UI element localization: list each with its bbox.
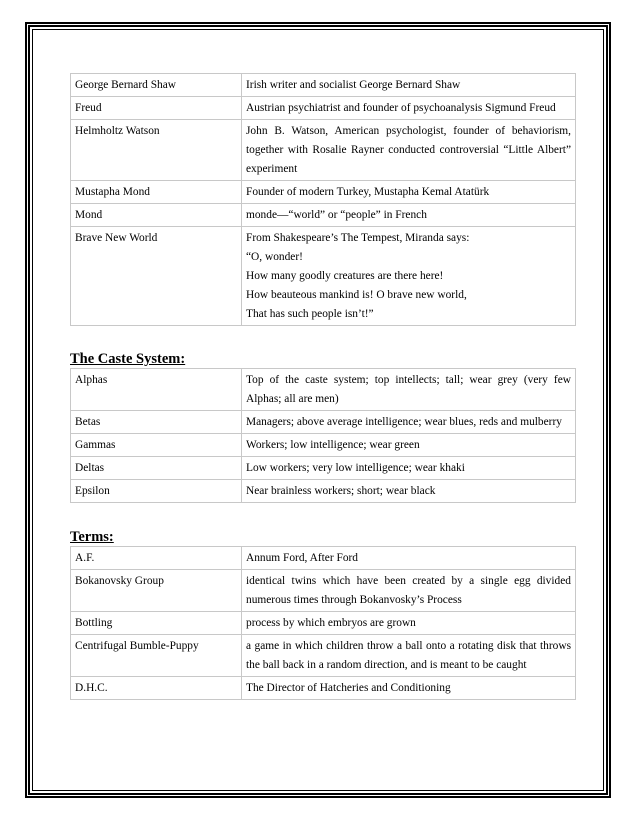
definition-cell: The Director of Hatcheries and Conditioning — [242, 677, 576, 700]
term-cell: Freud — [71, 97, 242, 120]
term-cell: Mustapha Mond — [71, 181, 242, 204]
table-row — [71, 204, 576, 227]
term-cell: Centrifugal Bumble-Puppy — [71, 635, 242, 677]
table-row — [71, 120, 576, 181]
definition-cell: Irish writer and socialist George Bernard Shaw — [242, 74, 576, 97]
term-cell: A.F. — [71, 547, 242, 570]
term-cell: George Bernard Shaw — [71, 74, 242, 97]
definition-cell: Low workers; very low intelligence; wear khaki — [242, 457, 576, 480]
terms-heading: Terms: — [70, 529, 114, 545]
term-cell: Bokanovsky Group — [71, 570, 242, 612]
table-row — [71, 411, 576, 434]
table-row — [71, 570, 576, 612]
table-row — [71, 547, 576, 570]
term-cell: Deltas — [71, 457, 242, 480]
term-cell: Mond — [71, 204, 242, 227]
term-cell: Brave New World — [71, 227, 242, 326]
table-row — [71, 181, 576, 204]
table-row — [71, 612, 576, 635]
caste-system-heading: The Caste System: — [70, 351, 186, 367]
table-row — [71, 457, 576, 480]
table-row — [71, 97, 576, 120]
terms-table — [70, 546, 576, 700]
term-cell: Betas — [71, 411, 242, 434]
definition-cell: process by which embryos are grown — [242, 612, 576, 635]
definition-cell: Austrian psychiatrist and founder of psychoanalysis Sigmund Freud — [242, 97, 576, 120]
table-row — [71, 227, 576, 326]
definition-cell: Founder of modern Turkey, Mustapha Kemal Atatürk — [242, 181, 576, 204]
table-row — [71, 480, 576, 503]
definition-cell: Annum Ford, After Ford — [242, 547, 576, 570]
definition-cell: Workers; low intelligence; wear green — [242, 434, 576, 457]
definition-cell: John B. Watson, American psychologist, founder of behaviorism, together with Rosalie Rayner conducted controversial “Little Albert” experiment — [242, 120, 576, 181]
definition-cell: Top of the caste system; top intellects; tall; wear grey (very few Alphas; all are men) — [242, 369, 576, 411]
definition-cell: identical twins which have been created by a single egg divided numerous times through Bokanvosky’s Process — [242, 570, 576, 612]
table-row — [71, 677, 576, 700]
caste-table — [70, 368, 576, 503]
term-cell: Gammas — [71, 434, 242, 457]
term-cell: Bottling — [71, 612, 242, 635]
term-cell: Helmholtz Watson — [71, 120, 242, 181]
term-cell: Alphas — [71, 369, 242, 411]
table-row — [71, 635, 576, 677]
table-row — [71, 369, 576, 411]
table-row — [71, 74, 576, 97]
definition-cell: From Shakespeare’s The Tempest, Miranda says: “O, wonder! How many goodly creatures are there here! How beauteous mankind is! O brave new world, That has such people isn’t!” — [242, 227, 576, 326]
definition-cell: Near brainless workers; short; wear black — [242, 480, 576, 503]
definition-cell: a game in which children throw a ball onto a rotating disk that throws the ball back in a random direction, and is meant to be caught — [242, 635, 576, 677]
definition-cell: Managers; above average intelligence; wear blues, reds and mulberry — [242, 411, 576, 434]
document-content — [70, 73, 576, 700]
table-row — [71, 434, 576, 457]
term-cell: D.H.C. — [71, 677, 242, 700]
characters-table — [70, 73, 576, 326]
definition-cell: monde—“world” or “people” in French — [242, 204, 576, 227]
term-cell: Epsilon — [71, 480, 242, 503]
